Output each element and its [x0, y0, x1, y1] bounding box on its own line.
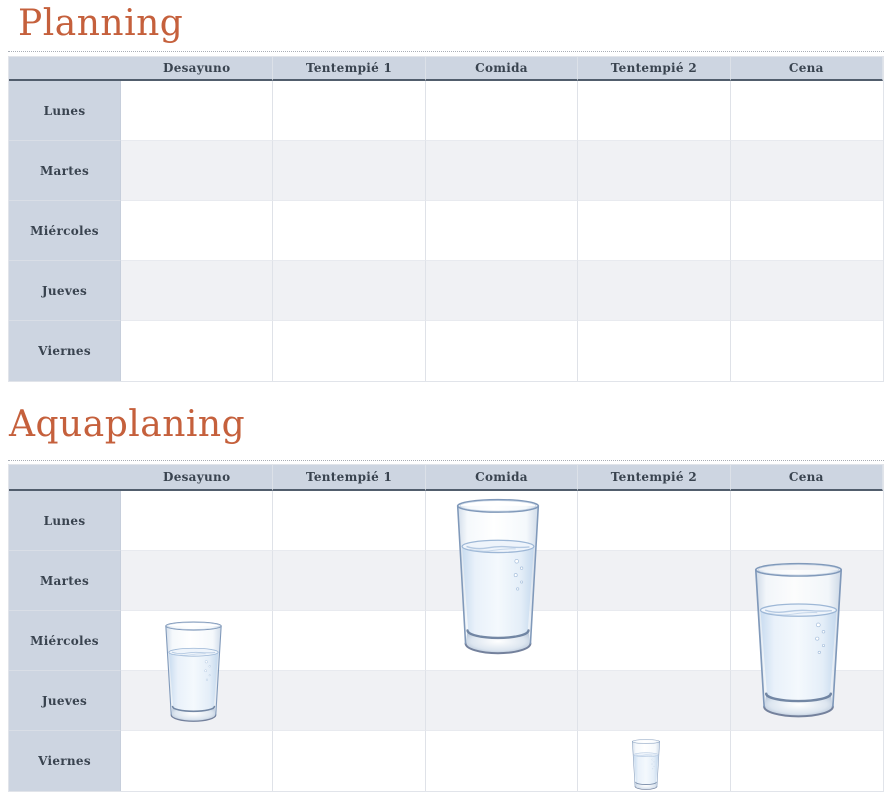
table-cell: [578, 141, 730, 201]
column-header-tentempie-2: Tentempié 2: [578, 57, 730, 81]
column-header-comida: Comida: [426, 57, 578, 81]
table-cell: [731, 141, 883, 201]
row-label-jueves: Jueves: [9, 671, 121, 731]
table-cell: [121, 81, 273, 141]
dotted-divider: [8, 460, 884, 461]
table-cell: [578, 611, 730, 671]
table-cell: [426, 671, 578, 731]
table-cell: [273, 201, 425, 261]
row-label-viernes: Viernes: [9, 321, 121, 381]
row-label-lunes: Lunes: [9, 491, 121, 551]
table-cell: [426, 551, 578, 611]
table-cell: [273, 671, 425, 731]
table-cell: [121, 671, 273, 731]
table-cell: [578, 321, 730, 381]
table-cell: [121, 201, 273, 261]
table-cell: [731, 321, 883, 381]
table-cell: [578, 671, 730, 731]
column-header-cena: Cena: [731, 465, 883, 491]
table-cell: [121, 321, 273, 381]
row-label-miercoles: Miércoles: [9, 611, 121, 671]
planning-title: Planning: [18, 3, 184, 44]
column-header-desayuno: Desayuno: [121, 57, 273, 81]
table-cell: [426, 731, 578, 791]
table-cell: [273, 491, 425, 551]
table-cell: [121, 261, 273, 321]
column-header-tentempie-1: Tentempié 1: [273, 57, 425, 81]
column-header-cena: Cena: [731, 57, 883, 81]
dotted-divider: [8, 51, 884, 52]
table-cell: [578, 81, 730, 141]
table-cell: [426, 201, 578, 261]
table-cell: [578, 201, 730, 261]
planning-table: [8, 56, 884, 382]
column-header-desayuno: Desayuno: [121, 465, 273, 491]
aquaplaning-table: [8, 464, 884, 792]
column-header-comida: Comida: [426, 465, 578, 491]
table-cell: [121, 731, 273, 791]
table-cell: [578, 261, 730, 321]
table-cell: [426, 81, 578, 141]
table-cell: [731, 261, 883, 321]
table-cell: [731, 201, 883, 261]
table-cell: [273, 611, 425, 671]
column-header-tentempie-2: Tentempié 2: [578, 465, 730, 491]
table-cell: [426, 321, 578, 381]
table-cell: [731, 671, 883, 731]
table-cell: [273, 551, 425, 611]
column-header-tentempie-1: Tentempié 1: [273, 465, 425, 491]
table-cell: [426, 261, 578, 321]
table-cell: [121, 141, 273, 201]
table-cell: [426, 611, 578, 671]
table-cell: [731, 491, 883, 551]
table-cell: [426, 141, 578, 201]
table-cell: [426, 491, 578, 551]
table-cell: [731, 551, 883, 611]
table-cell: [273, 81, 425, 141]
table-cell: [731, 611, 883, 671]
row-label-martes: Martes: [9, 551, 121, 611]
table-cell: [121, 551, 273, 611]
table-cell: [273, 141, 425, 201]
aquaplaning-title: Aquaplaning: [9, 404, 246, 445]
table-cell: [121, 491, 273, 551]
row-label-miercoles: Miércoles: [9, 201, 121, 261]
table-cell: [273, 731, 425, 791]
table-cell: [731, 81, 883, 141]
table-cell: [273, 261, 425, 321]
table-corner: [9, 465, 121, 491]
table-cell: [578, 731, 730, 791]
table-cell: [731, 731, 883, 791]
row-label-martes: Martes: [9, 141, 121, 201]
row-label-jueves: Jueves: [9, 261, 121, 321]
table-cell: [578, 491, 730, 551]
table-cell: [273, 321, 425, 381]
table-cell: [121, 611, 273, 671]
table-cell: [578, 551, 730, 611]
table-corner: [9, 57, 121, 81]
row-label-viernes: Viernes: [9, 731, 121, 791]
row-label-lunes: Lunes: [9, 81, 121, 141]
